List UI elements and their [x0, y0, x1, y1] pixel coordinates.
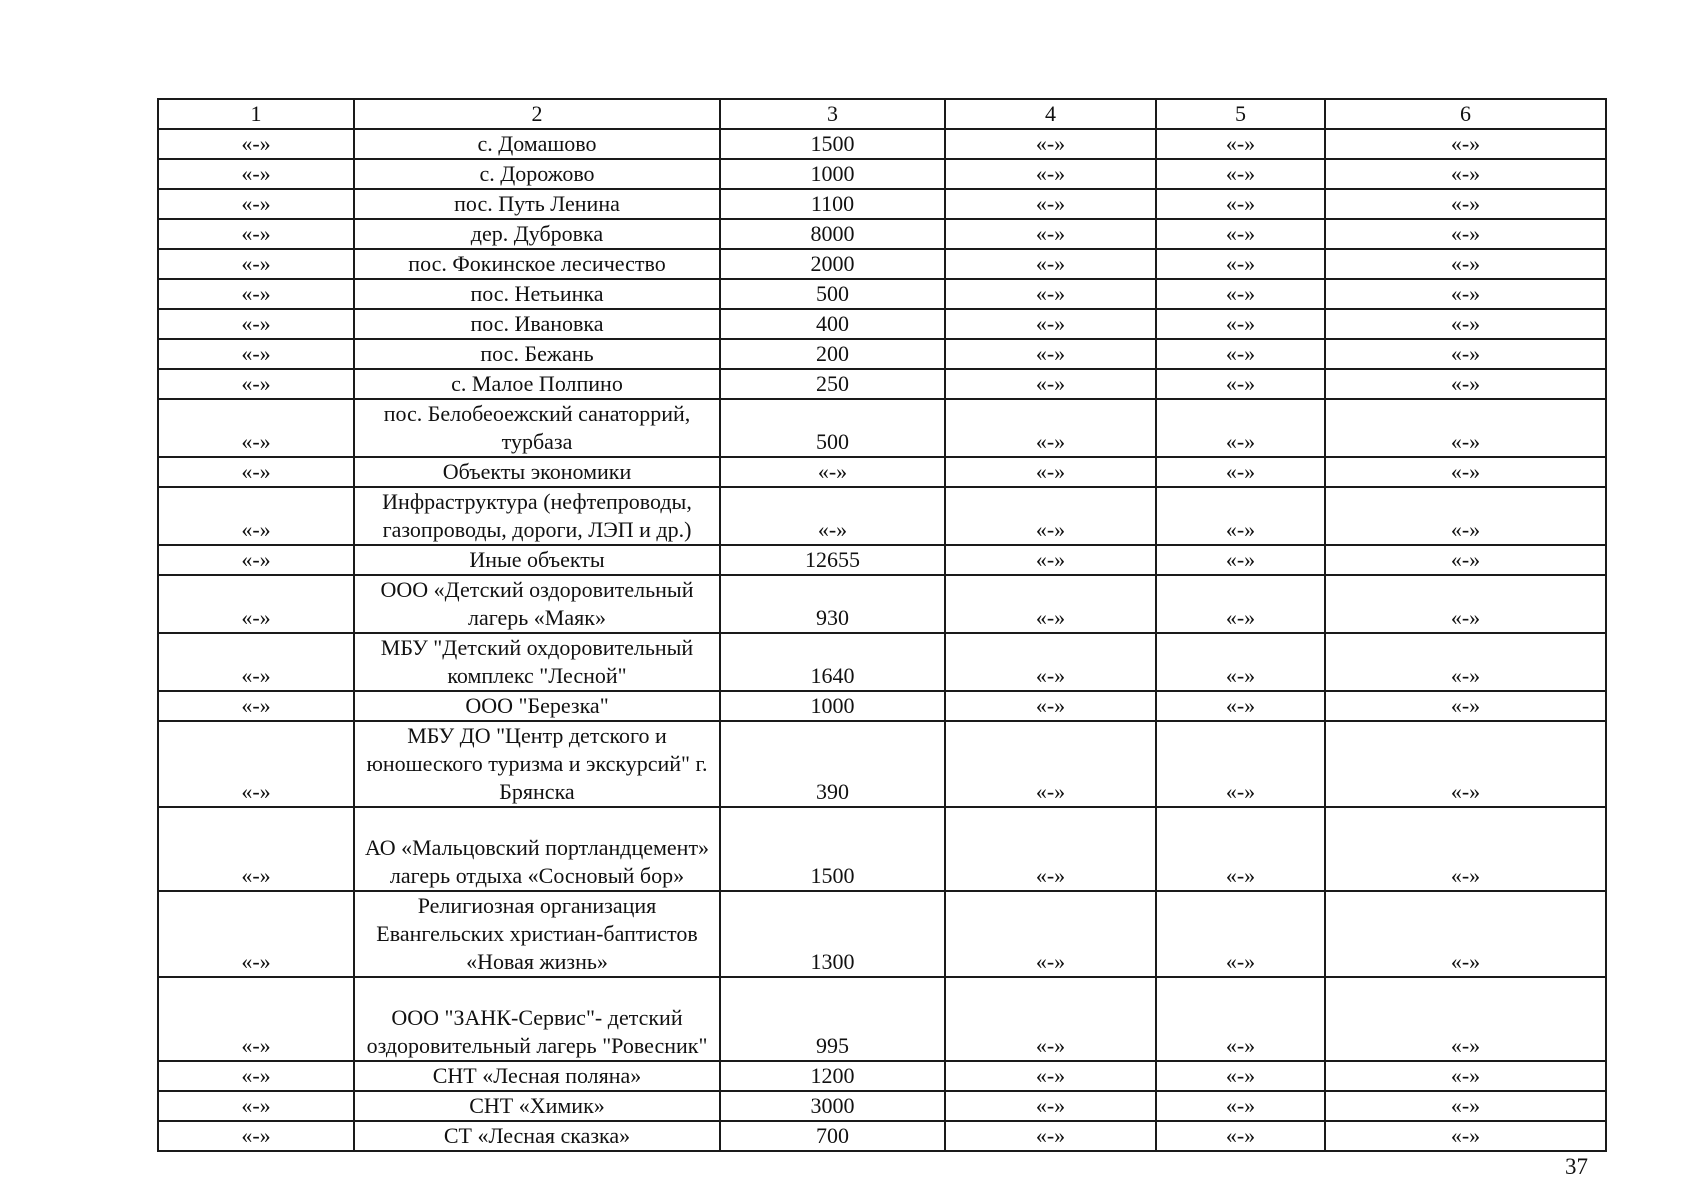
table-cell-col-1: «-» [158, 249, 354, 279]
table-cell-col-2: пос. Нетьинка [354, 279, 720, 309]
table-row [158, 249, 1606, 279]
table-cell-col-2: СТ «Лесная сказка» [354, 1121, 720, 1151]
table-cell-col-6: «-» [1325, 575, 1606, 633]
table-cell-col-3: 400 [720, 309, 945, 339]
table-cell-col-5: «-» [1156, 309, 1325, 339]
table-cell-col-6: «-» [1325, 1091, 1606, 1121]
table-cell-col-4: «-» [945, 279, 1156, 309]
table-cell-col-3: 700 [720, 1121, 945, 1151]
table-cell-col-3: 1000 [720, 159, 945, 189]
table-row [158, 339, 1606, 369]
page-number: 37 [1565, 1154, 1588, 1179]
table-row [158, 545, 1606, 575]
header-cell-4: 4 [945, 99, 1156, 129]
table-cell-col-5: «-» [1156, 399, 1325, 457]
table-cell-col-4: «-» [945, 1061, 1156, 1091]
table-cell-col-5: «-» [1156, 545, 1325, 575]
table-cell-col-4: «-» [945, 977, 1156, 1061]
table-row [158, 977, 1606, 1061]
table-cell-col-2: ООО «Детский оздоровительный лагерь «Маяк» [354, 575, 720, 633]
header-cell-5: 5 [1156, 99, 1325, 129]
table-cell-col-2: Религиозная организация Евангельских христиан-баптистов «Новая жизнь» [354, 891, 720, 977]
table-cell-col-1: «-» [158, 369, 354, 399]
table-cell-col-1: «-» [158, 633, 354, 691]
header-cell-3: 3 [720, 99, 945, 129]
data-table [157, 98, 1607, 1152]
table-row [158, 633, 1606, 691]
table-cell-col-4: «-» [945, 487, 1156, 545]
table-cell-col-4: «-» [945, 309, 1156, 339]
table-cell-col-2: СНТ «Лесная поляна» [354, 1061, 720, 1091]
table-cell-col-1: «-» [158, 309, 354, 339]
table-cell-col-2: пос. Путь Ленина [354, 189, 720, 219]
table-cell-col-6: «-» [1325, 1121, 1606, 1151]
table-cell-col-3: 930 [720, 575, 945, 633]
table-row [158, 399, 1606, 457]
table-cell-col-5: «-» [1156, 339, 1325, 369]
table-cell-col-6: «-» [1325, 891, 1606, 977]
table-cell-col-4: «-» [945, 721, 1156, 807]
table-cell-col-4: «-» [945, 369, 1156, 399]
table-cell-col-5: «-» [1156, 219, 1325, 249]
table-cell-col-1: «-» [158, 977, 354, 1061]
table-cell-col-6: «-» [1325, 977, 1606, 1061]
table-cell-col-1: «-» [158, 891, 354, 977]
table-row [158, 457, 1606, 487]
table-cell-col-6: «-» [1325, 159, 1606, 189]
table-cell-col-3: «-» [720, 487, 945, 545]
table-cell-col-3: 995 [720, 977, 945, 1061]
table-cell-col-1: «-» [158, 721, 354, 807]
table-cell-col-4: «-» [945, 339, 1156, 369]
table-cell-col-2: пос. Фокинское лесичество [354, 249, 720, 279]
table-cell-col-5: «-» [1156, 633, 1325, 691]
table-row [158, 279, 1606, 309]
table-cell-col-6: «-» [1325, 487, 1606, 545]
header-cell-1: 1 [158, 99, 354, 129]
table-cell-col-6: «-» [1325, 339, 1606, 369]
table-cell-col-5: «-» [1156, 691, 1325, 721]
table-cell-col-6: «-» [1325, 309, 1606, 339]
table-row [158, 189, 1606, 219]
table-cell-col-1: «-» [158, 1121, 354, 1151]
table-cell-col-5: «-» [1156, 369, 1325, 399]
table-cell-col-6: «-» [1325, 279, 1606, 309]
table-cell-col-1: «-» [158, 457, 354, 487]
table-cell-col-1: «-» [158, 575, 354, 633]
table-row [158, 1121, 1606, 1151]
table-cell-col-5: «-» [1156, 457, 1325, 487]
table-cell-col-6: «-» [1325, 545, 1606, 575]
table-cell-col-4: «-» [945, 249, 1156, 279]
table-cell-col-2: с. Малое Полпино [354, 369, 720, 399]
table-cell-col-4: «-» [945, 891, 1156, 977]
table-cell-col-3: 250 [720, 369, 945, 399]
table-cell-col-2: пос. Ивановка [354, 309, 720, 339]
table-cell-col-2: Объекты экономики [354, 457, 720, 487]
table-cell-col-2: Инфраструктура (нефтепроводы, газопроводы, дороги, ЛЭП и др.) [354, 487, 720, 545]
table-cell-col-4: «-» [945, 1091, 1156, 1121]
table-cell-col-5: «-» [1156, 575, 1325, 633]
header-cell-6: 6 [1325, 99, 1606, 129]
table-cell-col-5: «-» [1156, 129, 1325, 159]
table-cell-col-1: «-» [158, 219, 354, 249]
table-cell-col-5: «-» [1156, 721, 1325, 807]
table-cell-col-4: «-» [945, 633, 1156, 691]
table-cell-col-2: МБУ ДО "Центр детского и юношеского туризма и экскурсий" г. Брянска [354, 721, 720, 807]
table-cell-col-4: «-» [945, 159, 1156, 189]
table-row [158, 159, 1606, 189]
table-cell-col-4: «-» [945, 691, 1156, 721]
table-cell-col-6: «-» [1325, 129, 1606, 159]
table-cell-col-2: МБУ "Детский охдоровительный комплекс "Лесной" [354, 633, 720, 691]
table-cell-col-6: «-» [1325, 721, 1606, 807]
table-cell-col-2: СНТ «Химик» [354, 1091, 720, 1121]
table-cell-col-4: «-» [945, 545, 1156, 575]
table-row [158, 721, 1606, 807]
table-row [158, 1061, 1606, 1091]
table-cell-col-1: «-» [158, 159, 354, 189]
table-row [158, 369, 1606, 399]
table-cell-col-1: «-» [158, 545, 354, 575]
table-row [158, 807, 1606, 891]
table-cell-col-3: 200 [720, 339, 945, 369]
table-cell-col-2: ООО "Березка" [354, 691, 720, 721]
table-cell-col-2: пос. Бежань [354, 339, 720, 369]
table-cell-col-6: «-» [1325, 1061, 1606, 1091]
table-cell-col-3: «-» [720, 457, 945, 487]
table-cell-col-6: «-» [1325, 807, 1606, 891]
table-cell-col-3: 500 [720, 279, 945, 309]
table-cell-col-3: 390 [720, 721, 945, 807]
table-cell-col-3: 1300 [720, 891, 945, 977]
table-row [158, 891, 1606, 977]
table-row [158, 309, 1606, 339]
table-cell-col-5: «-» [1156, 1091, 1325, 1121]
table-cell-col-3: 8000 [720, 219, 945, 249]
table-cell-col-6: «-» [1325, 691, 1606, 721]
table-cell-col-4: «-» [945, 189, 1156, 219]
table-cell-col-5: «-» [1156, 249, 1325, 279]
table-cell-col-5: «-» [1156, 159, 1325, 189]
table-cell-col-2: ООО "ЗАНК-Сервис"- детский оздоровительный лагерь "Ровесник" [354, 977, 720, 1061]
table-cell-col-4: «-» [945, 457, 1156, 487]
table-cell-col-1: «-» [158, 129, 354, 159]
table-cell-col-5: «-» [1156, 189, 1325, 219]
table-cell-col-5: «-» [1156, 1061, 1325, 1091]
table-cell-col-4: «-» [945, 807, 1156, 891]
table-cell-col-1: «-» [158, 339, 354, 369]
table-cell-col-3: 1640 [720, 633, 945, 691]
table-cell-col-1: «-» [158, 487, 354, 545]
table-row [158, 1091, 1606, 1121]
table-cell-col-4: «-» [945, 129, 1156, 159]
table-cell-col-6: «-» [1325, 249, 1606, 279]
table-cell-col-1: «-» [158, 1061, 354, 1091]
header-cell-2: 2 [354, 99, 720, 129]
table-cell-col-1: «-» [158, 399, 354, 457]
table-cell-col-6: «-» [1325, 633, 1606, 691]
table-cell-col-6: «-» [1325, 219, 1606, 249]
table-cell-col-1: «-» [158, 691, 354, 721]
table-cell-col-2: АО «Мальцовский портландцемент» лагерь отдыха «Сосновый бор» [354, 807, 720, 891]
table-row [158, 219, 1606, 249]
table-cell-col-3: 3000 [720, 1091, 945, 1121]
table-cell-col-1: «-» [158, 279, 354, 309]
table-cell-col-4: «-» [945, 575, 1156, 633]
table-row [158, 575, 1606, 633]
table-cell-col-6: «-» [1325, 457, 1606, 487]
table-cell-col-5: «-» [1156, 1121, 1325, 1151]
table-cell-col-4: «-» [945, 1121, 1156, 1151]
table-cell-col-2: с. Дорожово [354, 159, 720, 189]
table-cell-col-3: 1500 [720, 807, 945, 891]
table-cell-col-2: с. Домашово [354, 129, 720, 159]
table-cell-col-1: «-» [158, 1091, 354, 1121]
table-cell-col-3: 12655 [720, 545, 945, 575]
table-cell-col-2: дер. Дубровка [354, 219, 720, 249]
table-body [158, 99, 1606, 1151]
table-row [158, 691, 1606, 721]
table-cell-col-5: «-» [1156, 977, 1325, 1061]
table-cell-col-6: «-» [1325, 399, 1606, 457]
table-cell-col-2: Иные объекты [354, 545, 720, 575]
table-cell-col-5: «-» [1156, 279, 1325, 309]
table-cell-col-6: «-» [1325, 189, 1606, 219]
table-cell-col-3: 500 [720, 399, 945, 457]
table-cell-col-5: «-» [1156, 807, 1325, 891]
table-cell-col-5: «-» [1156, 891, 1325, 977]
table-cell-col-1: «-» [158, 189, 354, 219]
table-cell-col-3: 1500 [720, 129, 945, 159]
table-cell-col-5: «-» [1156, 487, 1325, 545]
table-cell-col-2: пос. Белобеоежский санаторрий, турбаза [354, 399, 720, 457]
table-cell-col-1: «-» [158, 807, 354, 891]
table-cell-col-4: «-» [945, 219, 1156, 249]
table-cell-col-6: «-» [1325, 369, 1606, 399]
table-cell-col-4: «-» [945, 399, 1156, 457]
table-cell-col-3: 1000 [720, 691, 945, 721]
table-row [158, 129, 1606, 159]
table-row [158, 487, 1606, 545]
table-cell-col-3: 1200 [720, 1061, 945, 1091]
header-row [158, 99, 1606, 129]
table-cell-col-3: 1100 [720, 189, 945, 219]
table-cell-col-3: 2000 [720, 249, 945, 279]
